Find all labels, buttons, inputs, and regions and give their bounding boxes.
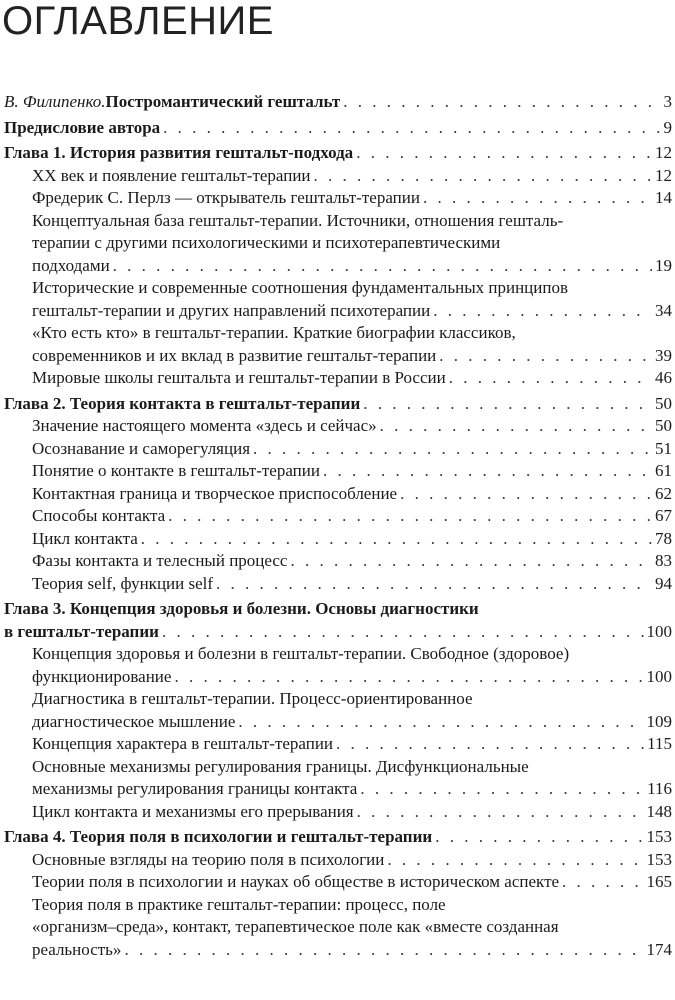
dot-leader	[168, 505, 652, 528]
toc-entry-text-line: «Кто есть кто» в гештальт-терапии. Краткие биографии классиков,	[32, 323, 516, 342]
toc-section-entry[interactable]	[0, 505, 675, 528]
toc-entry-line	[32, 573, 675, 596]
dot-leader	[400, 483, 652, 506]
toc-entry-text-line: Концепция здоровья и болезни в гештальт-терапии. Свободное (здоровое)	[32, 644, 570, 663]
toc-entry-line	[4, 826, 675, 849]
toc-page-number: 116	[647, 779, 672, 798]
toc-section-entry[interactable]	[0, 894, 675, 962]
toc-entry-text-line: механизмы регулирования границы контакта	[32, 779, 358, 798]
toc-chapter-entry[interactable]	[0, 598, 675, 643]
toc-page-number: 83	[655, 551, 672, 570]
toc-chapter-entry[interactable]	[0, 91, 675, 114]
toc-section-entry[interactable]	[0, 573, 675, 596]
toc-entry-line	[32, 300, 675, 323]
toc-entry-line	[32, 367, 675, 390]
toc-page-number: 78	[655, 528, 672, 548]
toc-section-entry[interactable]	[0, 801, 675, 824]
toc-page-number: 153	[646, 827, 672, 846]
dot-leader	[387, 849, 643, 872]
toc-section-entry[interactable]	[0, 210, 675, 278]
toc-entry-line	[32, 801, 675, 824]
toc-entry-title: Глава 4. Теория поля в психологии и гештальт-терапии	[4, 827, 433, 846]
toc-entry-text-line: Концепция характера в гештальт-терапии	[32, 734, 334, 753]
toc-entry-line	[4, 142, 675, 165]
toc-entry-text-line: в гештальт-терапии	[4, 621, 159, 641]
toc-entry-line	[32, 711, 675, 734]
toc-chapter-entry[interactable]	[0, 826, 675, 849]
toc-entry-text-line: Глава 3. Концепция здоровья и болезни. Основы диагностики	[4, 599, 479, 618]
toc-chapter-entry[interactable]	[0, 117, 675, 140]
dot-leader	[253, 438, 652, 461]
toc-entry-text-line: Контактная граница и творческое приспособление	[32, 483, 398, 503]
dot-leader	[439, 345, 652, 368]
toc-chapter-entry[interactable]	[0, 142, 675, 165]
dot-leader	[314, 165, 652, 188]
toc-section-entry[interactable]	[0, 550, 675, 573]
toc-entry-text-line: Фазы контакта и телесный процесс	[32, 551, 288, 570]
toc-section-entry[interactable]	[0, 460, 675, 483]
toc-entry-text-line: функционирование	[32, 666, 172, 686]
toc-page-number: 153	[646, 849, 672, 869]
dot-leader	[357, 801, 644, 824]
toc-section-entry[interactable]	[0, 756, 675, 801]
toc-entry-line	[4, 91, 675, 114]
toc-section-entry[interactable]	[0, 322, 675, 367]
toc-entry-text-line: XX век и появление гештальт-терапии	[32, 165, 311, 185]
toc-entry-line	[32, 778, 675, 801]
toc-section-entry[interactable]	[0, 849, 675, 872]
toc-entry-text-line: подходами	[32, 255, 110, 275]
toc-entry-line	[32, 849, 675, 872]
toc-entry-text-line: «организм–среда», контакт, терапевтическое поле как «вместе созданная	[32, 917, 559, 936]
toc-page-number: 14	[655, 188, 672, 207]
toc-section-entry[interactable]	[0, 643, 675, 688]
toc-entry-line	[32, 438, 675, 461]
toc-entry-text-line: Теория self, функции self	[32, 573, 214, 593]
toc-entry-line	[32, 415, 675, 438]
toc-section-entry[interactable]	[0, 165, 675, 188]
toc-page-number: 100	[646, 666, 672, 686]
dot-leader	[343, 91, 660, 114]
toc-page-number: 165	[646, 872, 672, 891]
toc-page-number: 46	[655, 368, 672, 387]
toc-entry-text-line: Теория поля в практике гештальт-терапии: процесс, поле	[32, 894, 446, 914]
dot-leader	[163, 117, 660, 140]
toc-entry-line	[32, 550, 675, 573]
dot-leader	[216, 573, 652, 596]
dot-leader	[124, 939, 643, 962]
toc-entry-title: Глава 2. Теория контакта в гештальт-терапии	[4, 393, 361, 413]
toc-entry-text-line: Значение настоящего момента «здесь и сейчас»	[32, 416, 377, 435]
toc-entry-title: Предисловие автора	[4, 117, 161, 137]
toc-page-number: 51	[655, 438, 672, 458]
toc-section-entry[interactable]	[0, 415, 675, 438]
toc-section-entry[interactable]	[0, 528, 675, 551]
dot-leader	[162, 621, 644, 644]
toc-page-number: 39	[655, 345, 672, 365]
toc-section-entry[interactable]	[0, 483, 675, 506]
dot-leader	[141, 528, 652, 551]
toc-entry-line	[32, 460, 675, 483]
dot-leader	[449, 367, 652, 390]
toc-page-number: 50	[655, 393, 672, 413]
toc-page-number: 115	[647, 734, 672, 753]
dot-leader	[363, 393, 652, 416]
toc-page-number: 61	[655, 461, 672, 480]
toc-entry-line	[32, 345, 675, 368]
toc-page-number: 109	[646, 711, 672, 731]
toc-entry-text-line: Осознавание и саморегуляция	[32, 438, 251, 458]
toc-entry-text-line: Исторические и современные соотношения фундаментальных принципов	[32, 278, 569, 297]
toc-entry-text-line: терапии с другими психологическими и психотерапевтическими	[32, 233, 501, 252]
dot-leader	[380, 415, 652, 438]
toc-entry-line	[32, 165, 675, 188]
toc-entry-text-line: Понятие о контакте в гештальт-терапии	[32, 461, 320, 480]
dot-leader	[423, 187, 652, 210]
dot-leader	[360, 778, 644, 801]
toc-entry-line	[32, 255, 675, 278]
toc-entry-text-line: реальность»	[32, 939, 122, 959]
toc-entry-text-line: Теории поля в психологии и науках об обществе в историческом аспекте	[32, 872, 560, 891]
toc-section-entry[interactable]	[0, 187, 675, 210]
toc-entry-line	[32, 483, 675, 506]
toc-entry-line	[32, 505, 675, 528]
toc-section-entry[interactable]	[0, 733, 675, 756]
toc-page-number: 12	[655, 165, 672, 185]
toc-page-number: 12	[655, 143, 672, 162]
toc-entry-text-line: Мировые школы гештальта и гештальт-терапии в России	[32, 368, 446, 387]
dot-leader	[113, 255, 652, 278]
toc-entry-title: Глава 1. История развития гештальт-подхода	[4, 143, 354, 162]
toc-entry-text-line: диагностическое мышление	[32, 711, 236, 731]
toc-entry-line	[4, 393, 675, 416]
toc-entry-line	[32, 666, 675, 689]
toc-entry-line	[4, 117, 675, 140]
dot-leader	[238, 711, 643, 734]
toc-chapter-entry[interactable]	[0, 393, 675, 416]
toc-entry-line	[32, 871, 675, 894]
toc-page-number: 62	[655, 483, 672, 503]
dot-leader	[433, 300, 652, 323]
toc-page-number: 174	[646, 939, 672, 959]
dot-leader	[290, 550, 652, 573]
toc-entry-text-line: Способы контакта	[32, 506, 166, 525]
toc-entry-author: В. Филипенко.	[4, 92, 106, 111]
toc-page-number: 34	[655, 300, 672, 320]
toc-entry-line	[4, 621, 675, 644]
toc-entry-line	[32, 733, 675, 756]
toc-page-number: 67	[655, 506, 672, 525]
toc-page-number: 148	[646, 801, 672, 821]
toc-entry-title: Постромантический гештальт	[105, 92, 341, 111]
dot-leader	[336, 733, 644, 756]
toc-page-number: 100	[646, 621, 672, 641]
toc-section-entry[interactable]	[0, 871, 675, 894]
toc-page-number: 19	[655, 255, 672, 275]
dot-leader	[356, 142, 652, 165]
table-of-contents	[0, 88, 675, 961]
toc-entry-text-line: Цикл контакта	[32, 528, 138, 548]
toc-section-entry[interactable]	[0, 688, 675, 733]
dot-leader	[323, 460, 652, 483]
toc-page-number: 50	[655, 416, 672, 435]
dot-leader	[174, 666, 643, 689]
dot-leader	[562, 871, 643, 894]
toc-entry-line	[32, 939, 675, 962]
toc-section-entry[interactable]	[0, 438, 675, 461]
toc-entry-text-line: Концептуальная база гештальт-терапии. Источники, отношения гешталь-	[32, 210, 564, 230]
toc-section-entry[interactable]	[0, 277, 675, 322]
toc-entry-text-line: Диагностика в гештальт-терапии. Процесс-ориентированное	[32, 689, 473, 708]
toc-section-entry[interactable]	[0, 367, 675, 390]
toc-entry-line	[32, 187, 675, 210]
toc-page-number: 3	[663, 92, 672, 111]
toc-entry-text-line: Основные взгляды на теорию поля в психологии	[32, 849, 385, 869]
toc-entry-line	[32, 528, 675, 551]
toc-entry-text-line: современников и их вклад в развитие гештальт-терапии	[32, 345, 437, 365]
page-title: ОГЛАВЛЕНИЕ	[2, 0, 274, 43]
toc-entry-text-line: Цикл контакта и механизмы его прерывания	[32, 801, 354, 821]
toc-page-number: 94	[655, 573, 672, 593]
toc-entry-text-line: гештальт-терапии и других направлений психотерапии	[32, 300, 431, 320]
toc-entry-text-line: Фредерик С. Перлз — открыватель гештальт-терапии	[32, 188, 420, 207]
dot-leader	[435, 826, 643, 849]
toc-entry-text-line: Основные механизмы регулирования границы. Дисфункциональные	[32, 756, 529, 776]
toc-page-number: 9	[663, 117, 672, 137]
